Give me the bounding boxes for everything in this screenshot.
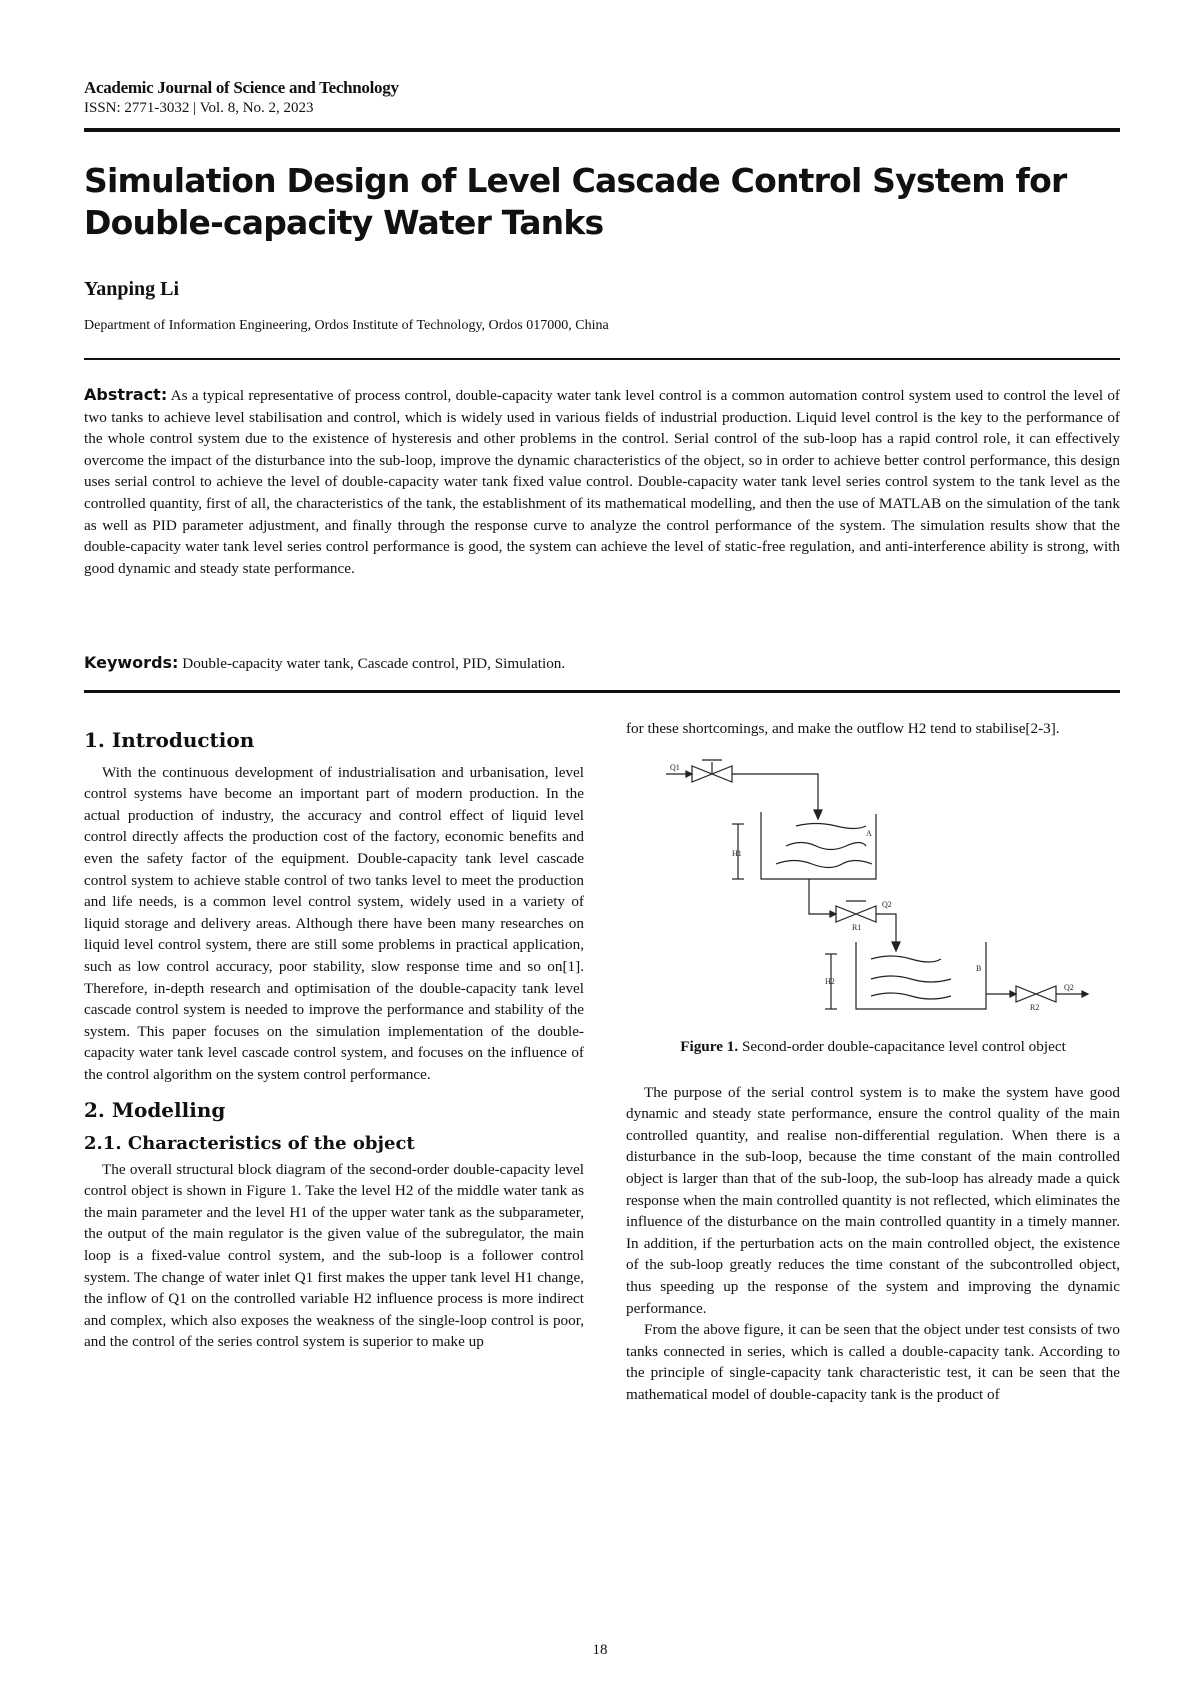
arrow-icon [686, 771, 692, 777]
keywords-label: Keywords: [84, 653, 179, 672]
valve-r1-icon [836, 906, 876, 922]
figure-1-diagram [626, 744, 1120, 1024]
lower-tank [856, 942, 986, 1009]
valve-r2-icon [1016, 986, 1056, 1002]
label-q1: Q1 [670, 762, 680, 772]
label-b: B [976, 963, 982, 973]
abstract [84, 384, 1120, 579]
section-heading-modelling: 2. Modelling [84, 1097, 226, 1122]
continued-paragraph: for these shortcomings, and make the outflow H2 tend to stabilise[2-3]. [626, 720, 1060, 737]
figure-1-caption [626, 1036, 1120, 1058]
label-q-out: Q2 [1064, 982, 1074, 992]
label-r1: R1 [852, 922, 862, 932]
affiliation: Department of Information Engineering, Ordos Institute of Technology, Ordos 017000, China [84, 318, 609, 333]
paper-title: Simulation Design of Level Cascade Control System for Double-capacity Water Tanks [84, 161, 1067, 242]
issn-volume: ISSN: 2771-3032 | Vol. 8, No. 2, 2023 [84, 100, 314, 116]
author: Yanping Li [84, 278, 180, 300]
keywords-text: Double-capacity water tank, Cascade control, PID, Simulation. [182, 655, 566, 672]
right-column [626, 718, 1120, 1406]
label-a: A [866, 828, 872, 838]
label-h2: H2 [825, 976, 835, 986]
label-r2: R2 [1030, 1002, 1040, 1012]
figure-caption-text: Second-order double-capacitance level control object [741, 1037, 1066, 1055]
figure-label: Figure 1. [680, 1037, 739, 1055]
intro-paragraph: With the continuous development of industrialisation and urbanisation, level control systems have become an important part of modern production. In the actual production of industry, the accuracy and control effect of liquid level control directly affects the production cost of the factory, economic benefits and even the safety factor of the equipment. Double-capacity tank level cascade control system to achieve stable control of two tanks level to meet the production and life needs, is a common level control system, widely used in a variety of liquid storage and delivery areas. Although there have been many researches on liquid level control system, there are still some problems in practical application, such as low control accuracy, poor stability, slow response time and so on[1]. Therefore, in-depth research and optimisation of the double-capacity tank level cascade control system is needed to improve the performance and stability of the system. This paper focuses on the simulation implementation of the double-capacity water tank level cascade control system, and focuses on the influence of the control algorithm on the system control performance. [84, 763, 584, 1083]
double-capacity-paragraph: From the above figure, it can be seen that the object under test consists of two tanks connected in series, which is called a double-capacity tank. According to the principle of single-capacity tank characteristic test, it can be seen that the mathematical model of double-capacity tank is the product of [626, 1321, 1120, 1403]
rule-below-keywords [84, 690, 1120, 693]
rule-above-abstract [84, 358, 1120, 360]
characteristics-paragraph: The overall structural block diagram of the second-order double-capacity level control object is shown in Figure 1. Take the level H2 of the middle water tank as the main parameter and the level H1 of the upper water tank as the subparameter, the output of the main regulator is the given value of the subregulator, the main loop is a fixed-value control system, and the sub-loop is a follower control system. The change of water inlet Q1 first makes the upper tank level H1 change, the inflow of Q1 on the controlled variable H2 influence process is more indirect and complex, which also exposes the weakness of the single-loop control is poor, and the control of the series control system is superior to make up [84, 1160, 584, 1351]
serial-control-paragraph: The purpose of the serial control system is to make the system have good dynamic and steady state performance, ensure the control quality of the main controlled quantity, and realise non-differential regulation. When there is a disturbance in the sub-loop, because the time constant of the main controlled object is larger than that of the sub-loop, the sub-loop has already made a quick response when the main controlled quantity is not reflected, which eliminates the influence of the disturbance on the main controlled quantity in a timely manner. In addition, if the perturbation acts on the main controlled object, the existence of the sub-loop greatly reduces the time constant of the subcontrolled object, thus speeding up the response of the system and improving the dynamic performance. [626, 1083, 1120, 1317]
label-h1: H1 [732, 848, 742, 858]
keywords [84, 653, 565, 673]
abstract-text: As a typical representative of process control, double-capacity water tank level control is a common automation control system used to control the level of two tanks to achieve level stabilisation and control, which is widely used in various fields of industrial production. Liquid level control is the key to the performance of the whole control system due to the existence of hysteresis and other problems in the control. Serial control of the sub-loop has a rapid control role, it can effectively overcome the impact of the disturbance into the sub-loop, improve the dynamic characteristics of the object, so in order to achieve better control performance, this design uses serial control to achieve the level of double-capacity water tank fixed value control. Double-capacity water tank level series control system to the tank level as the controlled quantity, first of all, the characteristics of the tank, the establishment of its mathematical modelling, and then the use of MATLAB on the simulation of the tank as well as PID parameter adjustment, and finally through the response curve to analyze the control performance of the system. The simulation results show that the double-capacity water tank level series control performance is good, the system can achieve the level of static-free regulation, and anti-interference ability is strong, with good dynamic and steady state performance. [84, 387, 1120, 577]
section-heading-introduction: 1. Introduction [84, 728, 255, 752]
label-q2: Q2 [882, 899, 892, 909]
page-number: 18 [592, 1642, 608, 1658]
header-rule [84, 128, 1120, 132]
abstract-label: Abstract: [84, 385, 168, 404]
subsection-heading: 2.1. Characteristics of the object [84, 1133, 415, 1155]
upper-tank [761, 812, 876, 879]
journal-name: Academic Journal of Science and Technology [84, 78, 399, 97]
left-column [84, 730, 584, 1353]
